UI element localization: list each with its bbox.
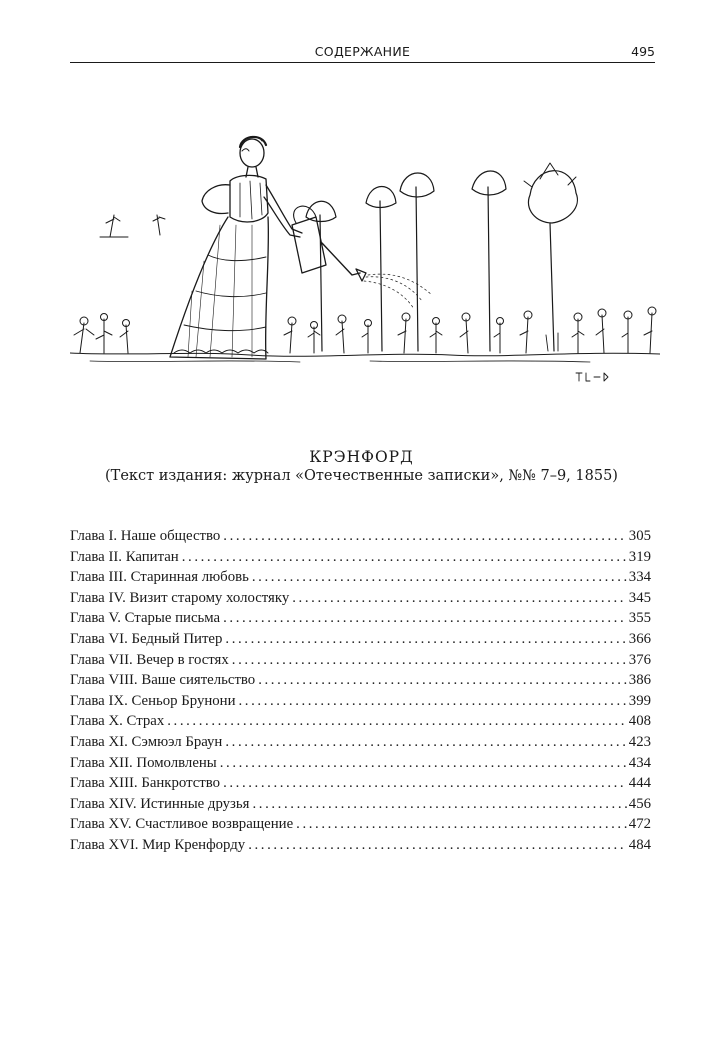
toc-dot-leader (248, 837, 627, 854)
toc-dot-leader (258, 672, 627, 689)
toc-entry-page: 434 (628, 754, 651, 771)
toc-entry[interactable] (70, 549, 651, 570)
toc-entry-page: 345 (628, 589, 651, 606)
toc-dot-leader (223, 775, 627, 792)
toc-entry[interactable] (70, 693, 651, 714)
toc-entry[interactable] (70, 652, 651, 673)
header-rule (70, 62, 655, 63)
toc-entry-label: Глава XVI. Мир Кренфорду (70, 836, 246, 853)
toc-dot-leader (252, 569, 627, 586)
toc-entry-label: Глава XI. Сэмюэл Браун (70, 733, 223, 750)
toc-entry[interactable] (70, 775, 651, 796)
toc-entry-page: 319 (628, 548, 651, 565)
woman-watering-garden-engraving-icon (70, 125, 660, 395)
toc-entry-label: Глава V. Старые письма (70, 610, 221, 627)
toc-entry[interactable] (70, 816, 651, 837)
toc-entry-label: Глава XIV. Истинные друзья (70, 795, 250, 812)
toc-entry-label: Глава X. Страх (70, 713, 165, 730)
toc-dot-leader (239, 693, 627, 710)
toc-entry[interactable] (70, 631, 651, 652)
toc-entry-page: 334 (628, 569, 651, 586)
book-title: КРЭНФОРД (309, 448, 414, 466)
book-source-note: (Текст издания: журнал «Отечественные записки», №№ 7–9, 1855) (105, 468, 618, 484)
toc-entry[interactable] (70, 837, 651, 858)
toc-entry-label: Глава IV. Визит старому холостяку (70, 589, 290, 606)
toc-entry-page: 355 (628, 610, 651, 627)
toc-entry-label: Глава VIII. Ваше сиятельство (70, 672, 256, 689)
toc-entry-page: 444 (628, 775, 651, 792)
toc-dot-leader (182, 549, 627, 566)
toc-entry-label: Глава XV. Счастливое возвращение (70, 816, 294, 833)
toc-entry[interactable] (70, 590, 651, 611)
toc-dot-leader (232, 652, 627, 669)
toc-entry[interactable] (70, 672, 651, 693)
toc-entry-label: Глава XII. Помолвлены (70, 754, 217, 771)
running-head (70, 44, 655, 62)
toc-entry-page: 423 (628, 733, 651, 750)
toc-dot-leader (225, 631, 626, 648)
toc-dot-leader (167, 713, 627, 730)
toc-entry-page: 456 (628, 795, 651, 812)
toc-entry[interactable] (70, 569, 651, 590)
toc-entry-label: Глава II. Капитан (70, 548, 179, 565)
toc-entry-page: 399 (628, 692, 651, 709)
toc-entry-page: 386 (628, 672, 651, 689)
toc-dot-leader (220, 755, 627, 772)
running-title: СОДЕРЖАНИЕ (314, 44, 411, 59)
toc-entry-page: 472 (628, 816, 651, 833)
toc-entry[interactable] (70, 734, 651, 755)
toc-dot-leader (225, 734, 626, 751)
toc-entry-label: Глава VI. Бедный Питер (70, 630, 223, 647)
toc-entry-label: Глава XIII. Банкротство (70, 775, 221, 792)
toc-entry[interactable] (70, 528, 651, 549)
toc-entry[interactable] (70, 610, 651, 631)
toc-entry-page: 408 (628, 713, 651, 730)
toc-dot-leader (292, 590, 627, 607)
toc-dot-leader (223, 610, 627, 627)
toc-entry-label: Глава I. Наше общество (70, 528, 221, 544)
toc-entry[interactable] (70, 713, 651, 734)
toc-dot-leader (223, 528, 627, 545)
toc-entry-page: 305 (628, 528, 651, 544)
table-of-contents (70, 528, 651, 858)
toc-dot-leader (296, 816, 627, 833)
toc-entry-label: Глава III. Старинная любовь (70, 569, 249, 586)
toc-entry-page: 484 (628, 836, 651, 853)
toc-entry[interactable] (70, 755, 651, 776)
toc-entry-page: 376 (628, 651, 651, 668)
toc-entry-label: Глава IX. Сеньор Брунони (70, 692, 236, 709)
toc-entry[interactable] (70, 796, 651, 817)
page-number: 495 (631, 44, 655, 59)
toc-dot-leader (252, 796, 626, 813)
toc-entry-page: 366 (628, 630, 651, 647)
toc-entry-label: Глава VII. Вечер в гостях (70, 651, 229, 668)
